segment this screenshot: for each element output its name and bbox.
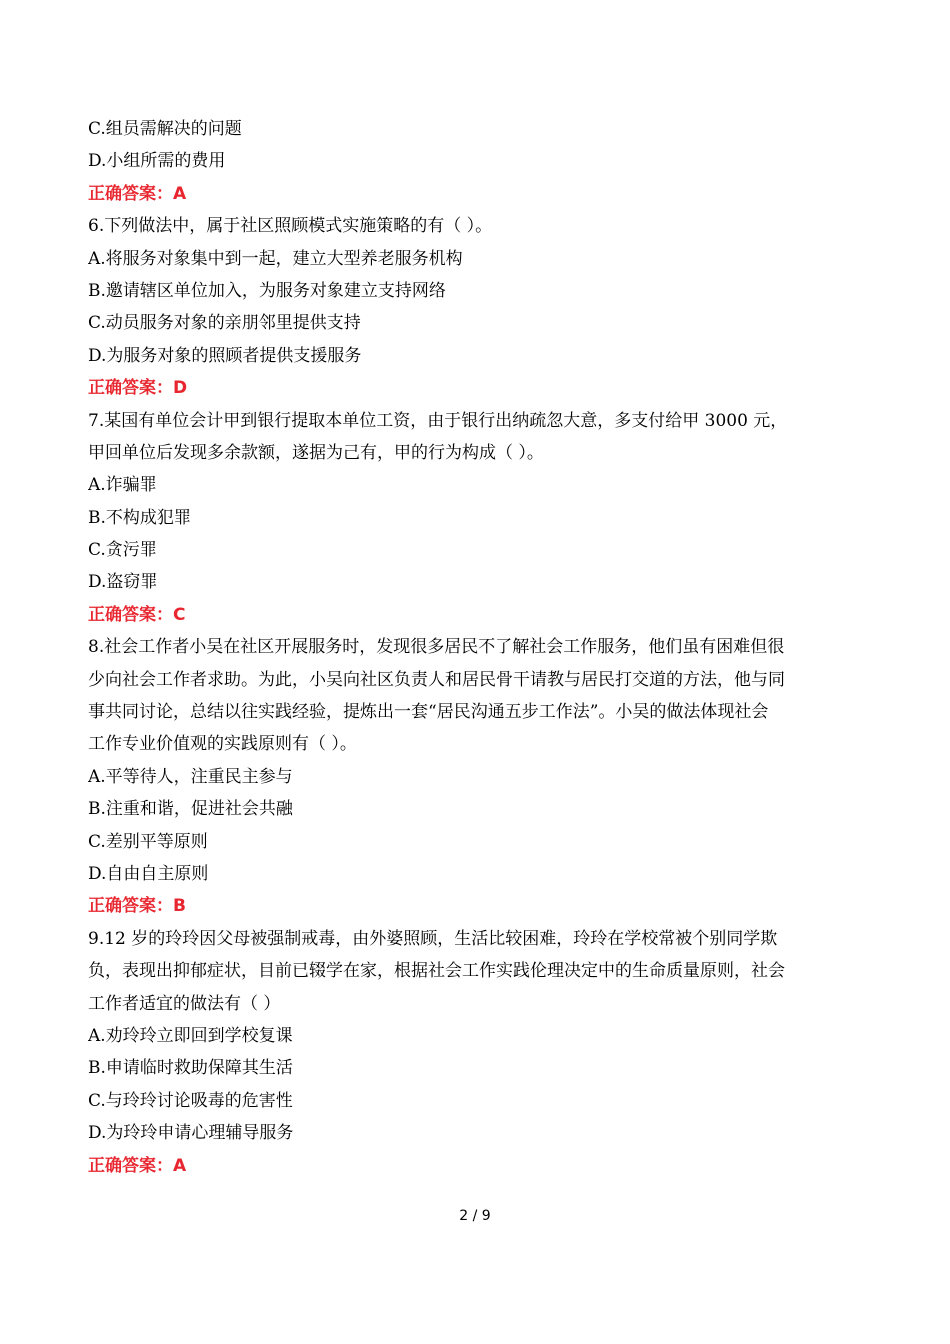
correct-answer: 正确答案：D — [88, 378, 188, 399]
option-line: D.盗窃罪 — [88, 572, 158, 593]
question-line: 6.下列做法中，属于社区照顾模式实施策略的有（ ）。 — [88, 216, 493, 237]
question-line: 甲回单位后发现多余款额，遂据为己有，甲的行为构成（ ）。 — [88, 442, 544, 463]
option-line: B.申请临时救助保障其生活 — [88, 1058, 293, 1079]
document-body — [88, 113, 866, 1182]
option-line: C.与玲玲讨论吸毒的危害性 — [88, 1090, 293, 1111]
option-line: A.将服务对象集中到一起，建立大型养老服务机构 — [88, 248, 463, 269]
option-line: D.小组所需的费用 — [88, 151, 226, 172]
option-line: C.差别平等原则 — [88, 831, 208, 852]
option-line: B.不构成犯罪 — [88, 507, 191, 528]
question-line: 工作者适宜的做法有（ ） — [88, 993, 281, 1014]
option-line: C.组员需解决的问题 — [88, 119, 242, 139]
option-line: C.贪污罪 — [88, 540, 157, 561]
question-line: 负，表现出抑郁症状，目前已辍学在家，根据社会工作实践伦理决定中的生命质量原则，社会 — [88, 961, 785, 982]
correct-answer: 正确答案：A — [88, 1155, 187, 1176]
question-line: 9.12 岁的玲玲因父母被强制戒毒，由外婆照顾，生活比较困难，玲玲在学校常被个别同学欺 — [88, 928, 778, 949]
option-line: A.诈骗罪 — [88, 475, 157, 496]
question-line: 工作专业价值观的实践原则有（ ）。 — [88, 734, 357, 755]
correct-answer: 正确答案：C — [88, 604, 186, 625]
correct-answer: 正确答案：B — [88, 896, 186, 917]
question-line: 8.社会工作者小吴在社区开展服务时，发现很多居民不了解社会工作服务，他们虽有困难但很 — [88, 637, 785, 658]
option-line: B.邀请辖区单位加入，为服务对象建立支持网络 — [88, 280, 446, 301]
option-line: A.平等待人，注重民主参与 — [88, 766, 293, 787]
option-line: D.为玲玲申请心理辅导服务 — [88, 1123, 294, 1144]
option-line: A.劝玲玲立即回到学校复课 — [88, 1025, 293, 1046]
option-line: C.动员服务对象的亲朋邻里提供支持 — [88, 313, 361, 334]
option-line: B.注重和谐，促进社会共融 — [88, 799, 293, 820]
option-line: D.为服务对象的照顾者提供支援服务 — [88, 345, 362, 366]
option-line: D.自由自主原则 — [88, 863, 209, 884]
question-line: 事共同讨论，总结以往实践经验，提炼出一套“居民沟通五步工作法”。小吴的做法体现社会 — [88, 702, 769, 723]
page-number: 2 / 9 — [459, 1208, 491, 1224]
question-line: 少向社会工作者求助。为此，小吴向社区负责人和居民骨干请教与居民打交道的方法，他与同 — [88, 669, 785, 690]
question-line: 7.某国有单位会计甲到银行提取本单位工资，由于银行出纳疏忽大意，多支付给甲 3000 元， — [88, 410, 788, 431]
correct-answer: 正确答案：A — [88, 183, 187, 204]
